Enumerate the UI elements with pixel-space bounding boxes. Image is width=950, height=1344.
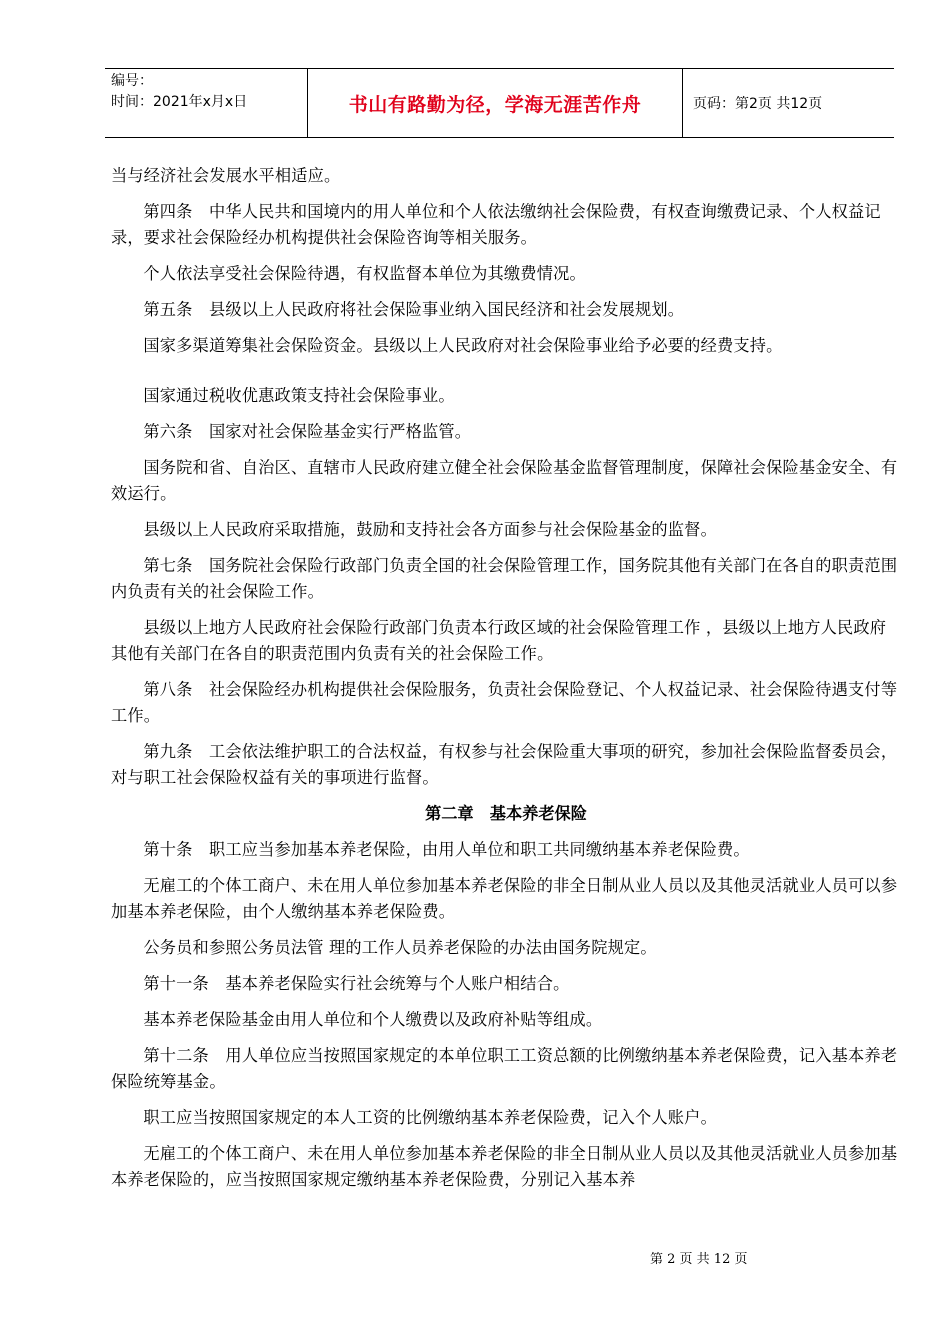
document-body xyxy=(111,163,901,1203)
paragraph: 第十一条 基本养老保险实行社会统筹与个人账户相结合。 xyxy=(143,974,570,993)
paragraph: 职工应当按照国家规定的本人工资的比例缴纳基本养老保险费，记入个人账户。 xyxy=(143,1108,717,1127)
paragraph: 第九条 工会依法维护职工的合法权益，有权参与社会保险重大事项的研究，参加社会保险监督委员会，对与职工社会保险权益有关的事项进行监督。 xyxy=(111,742,898,787)
header-motto: 书山有路勤为径，学海无涯苦作舟 xyxy=(307,69,683,137)
header-number: 编号： xyxy=(111,73,153,89)
paragraph: 第七条 国务院社会保险行政部门负责全国的社会保险管理工作，国务院其他有关部门在各自的职责范围内负责有关的社会保险工作。 xyxy=(111,556,898,601)
footer-page-number: 第 2 页 共 12 页 xyxy=(650,1252,748,1267)
paragraph: 第十二条 用人单位应当按照国家规定的本单位职工工资总额的比例缴纳基本养老保险费，记入基本养老保险统筹基金。 xyxy=(111,1046,898,1091)
paragraph: 国家多渠道筹集社会保险资金。县级以上人民政府对社会保险事业给予必要的经费支持。 xyxy=(143,336,783,355)
paragraph: 县级以上人民政府采取措施，鼓励和支持社会各方面参与社会保险基金的监督。 xyxy=(143,520,717,539)
paragraph: 无雇工的个体工商户、未在用人单位参加基本养老保险的非全日制从业人员以及其他灵活就业人员可以参加基本养老保险，由个人缴纳基本养老保险费。 xyxy=(111,876,898,921)
paragraph: 第五条 县级以上人民政府将社会保险事业纳入国民经济和社会发展规划。 xyxy=(143,300,685,319)
header-time: 时间：2021年x月x日 xyxy=(111,94,248,110)
paragraph: 第十条 职工应当参加基本养老保险，由用人单位和职工共同缴纳基本养老保险费。 xyxy=(143,840,750,859)
paragraph: 县级以上地方人民政府社会保险行政部门负责本行政区域的社会保险管理工作 ，县级以上地方人民政府其他有关部门在各自的职责范围内负责有关的社会保险工作。 xyxy=(111,618,887,663)
header-page: 页码：第2页 共12页 xyxy=(693,96,823,112)
paragraph: 个人依法享受社会保险待遇，有权监督本单位为其缴费情况。 xyxy=(143,264,586,283)
page-header xyxy=(105,68,894,138)
paragraph: 公务员和参照公务员法管 理的工作人员养老保险的办法由国务院规定。 xyxy=(143,938,657,957)
paragraph: 当与经济社会发展水平相适应。 xyxy=(111,166,341,185)
paragraph: 国务院和省、自治区、直辖市人民政府建立健全社会保险基金监督管理制度，保障社会保险基金安全、有效运行。 xyxy=(111,458,898,503)
paragraph: 第八条 社会保险经办机构提供社会保险服务，负责社会保险登记、个人权益记录、社会保险待遇支付等工作。 xyxy=(111,680,898,725)
paragraph: 第六条 国家对社会保险基金实行严格监管。 xyxy=(143,422,472,441)
paragraph: 国家通过税收优惠政策支持社会保险事业。 xyxy=(143,386,455,405)
header-meta xyxy=(105,69,307,137)
paragraph: 基本养老保险基金由用人单位和个人缴费以及政府补贴等组成。 xyxy=(143,1010,603,1029)
chapter-title: 第二章 基本养老保险 xyxy=(425,804,587,823)
paragraph: 无雇工的个体工商户、未在用人单位参加基本养老保险的非全日制从业人员以及其他灵活就业人员参加基本养老保险的，应当按照国家规定缴纳基本养老保险费，分别记入基本养 xyxy=(111,1144,898,1189)
paragraph: 第四条 中华人民共和国境内的用人单位和个人依法缴纳社会保险费，有权查询缴费记录、个人权益记录，要求社会保险经办机构提供社会保险咨询等相关服务。 xyxy=(111,202,881,247)
